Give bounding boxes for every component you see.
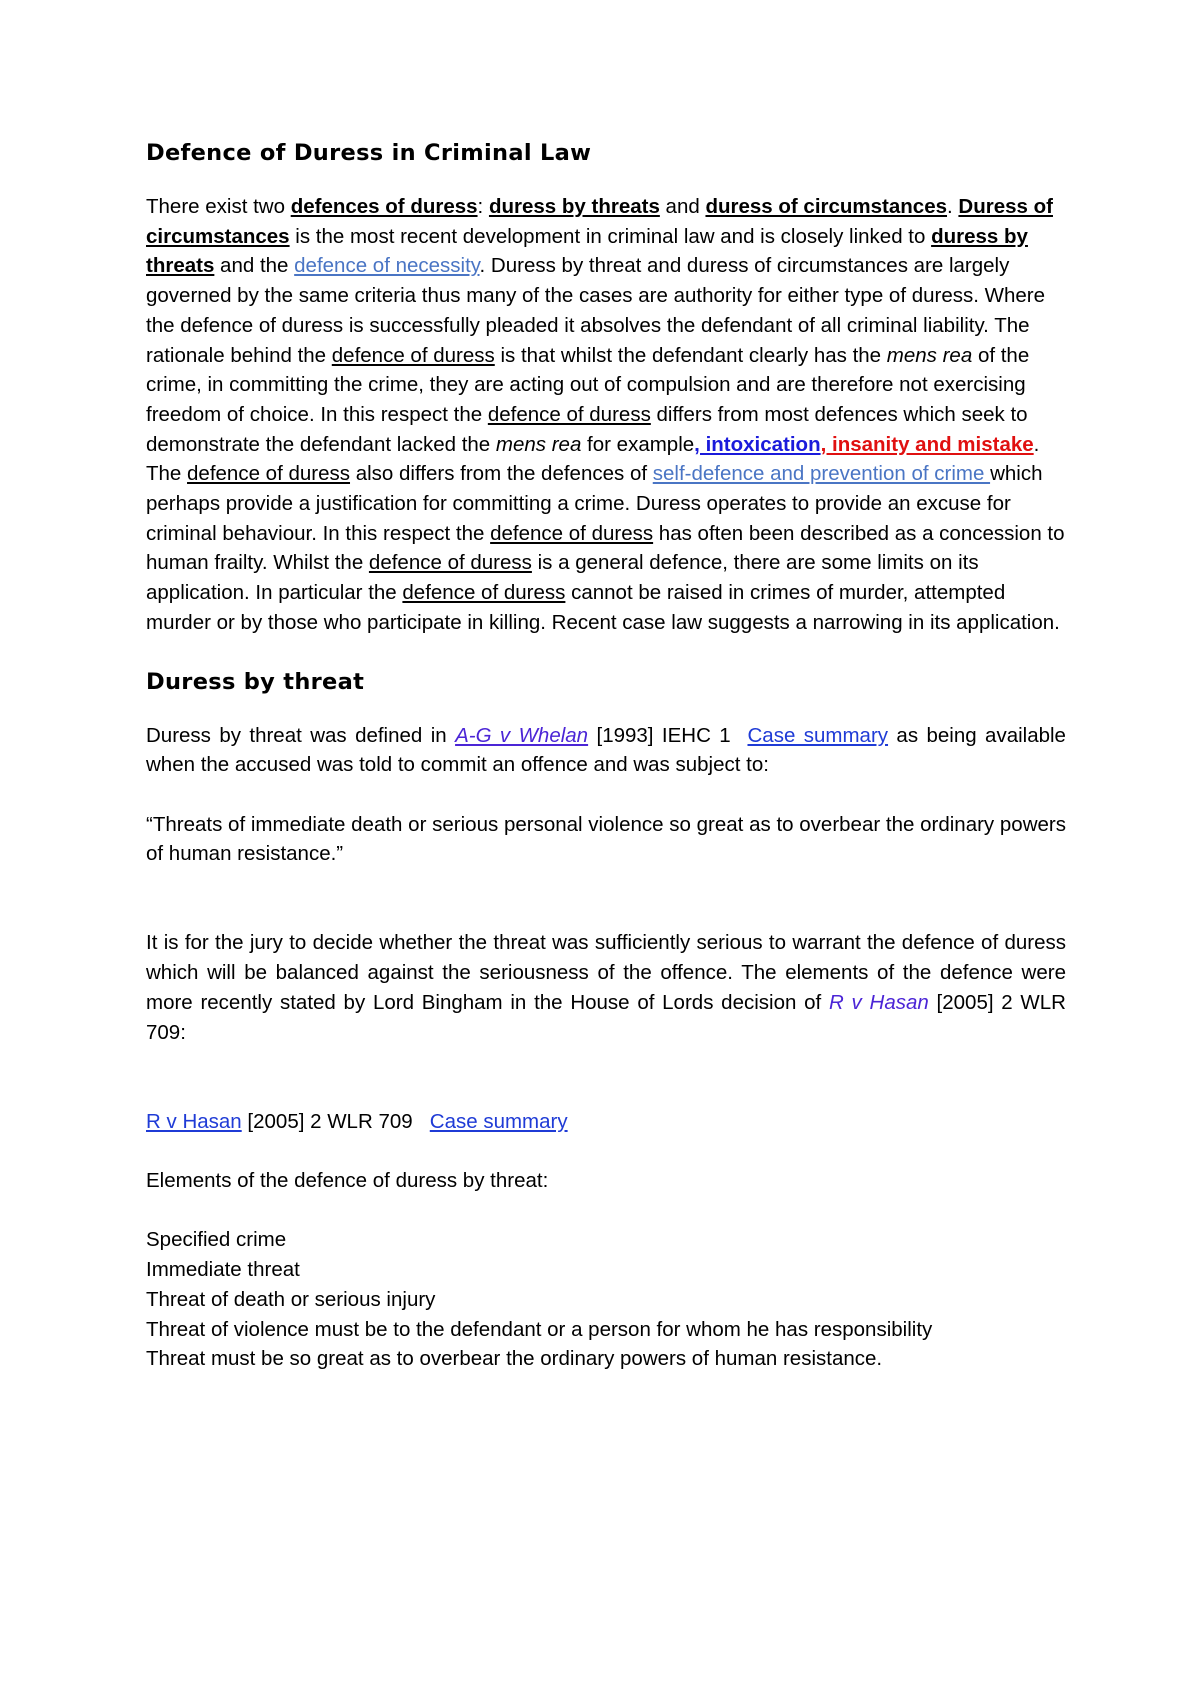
element-item: Threat must be so great as to overbear the ordinary powers of human resistance. [146,1347,883,1371]
text: . The [146,432,1040,486]
text: Duress by threat was defined in [146,723,456,747]
text: [1993] IEHC 1 [588,723,740,747]
text: for example [581,432,695,456]
quote-paragraph: “Threats of immediate death or serious personal violence so great as to overbear the ordinary powers of human resistance.” [146,812,1066,866]
text: . [947,195,959,218]
element-item: Immediate threat [146,1258,300,1282]
link-defences-of-duress[interactable]: defences of duress [290,195,478,218]
spacer [146,869,1066,928]
link-r-v-hasan[interactable]: R v Hasan [828,990,929,1014]
text: of the crime, in committing the crime, they are acting out of compulsion and are therefore not exercising freedom of choice. In this respect the [146,343,1030,426]
whelan-paragraph [146,721,1066,780]
text: : [477,195,489,218]
link-defence-of-duress-6[interactable]: defence of duress [402,581,566,605]
link-duress-by-threats[interactable]: duress by threats [488,195,660,218]
link-defence-of-necessity[interactable]: defence of necessity [294,254,480,278]
text: which perhaps provide a justification for committing a crime. Duress operates to provide an excuse for criminal behaviour. In this respect the [146,462,1043,545]
jury-paragraph [146,928,1066,1047]
text: is a general defence, there are some limits on its application. In particular the [146,551,979,605]
hasan-citation [146,1107,1066,1137]
intro-paragraph [146,192,1066,638]
element-item: Specified crime [146,1228,287,1252]
spacer [146,1196,1066,1226]
text: [2005] 2 WLR 709: [146,990,1066,1044]
text: is the most recent development in criminal law and is closely linked to [289,224,932,248]
text: cannot be raised in crimes of murder, attempted murder or by those who participate in killing. Recent case law suggests a narrowing in its application. [146,581,1060,634]
text: [2005] 2 WLR 709 [241,1109,419,1133]
element-item: Threat of violence must be to the defendant or a person for whom he has responsibility [146,1317,933,1341]
elements-heading: Elements of the defence of duress by threat: [146,1169,549,1193]
text: and the [214,254,295,278]
mens-rea-term: mens rea [495,432,582,456]
text: It is for the jury to decide whether the threat was sufficiently serious to warrant the defence of duress which will be balanced against the seriousness of the offence. The elements of the defence were more recently stated by Lord Bingham in the House of Lords decision of [146,931,1066,1014]
text: . Duress by threat and duress of circumstances are largely governed by the same criteria thus many of the cases are authority for either type of duress. Where the defence of duress is successfully pleaded it absolves the defendant of all criminal liability. The rationale behind the [146,254,1046,367]
link-intoxication[interactable]: , intoxication [694,432,821,456]
link-case-summary-hasan[interactable]: Case summary [429,1109,568,1133]
text: has often been described as a concession to human frailty. Whilst the [146,521,1065,575]
link-defence-of-duress-4[interactable]: defence of duress [490,521,654,545]
spacer [146,1136,1066,1166]
link-insanity-and-mistake[interactable]: , insanity and mistake [820,432,1034,456]
text: There exist two [146,195,291,218]
mens-rea-term: mens rea [886,343,973,367]
link-defence-of-duress-3[interactable]: defence of duress [187,462,351,486]
text: differs from most defences which seek to demonstrate the defendant lacked the [146,402,1028,456]
link-duress-of-circumstances-2[interactable]: Duress of circumstances [146,195,1053,248]
page-title: Defence of Duress in Criminal Law [146,140,592,166]
link-ag-v-whelan[interactable]: A-G v Whelan [455,723,589,747]
link-duress-of-circumstances[interactable]: duress of circumstances [705,195,948,218]
spacer [146,780,1066,810]
link-case-summary-whelan[interactable]: Case summary [747,723,889,747]
text: also differs from the defences of [350,462,653,486]
section-heading: Duress by threat [146,668,365,695]
link-r-v-hasan-2[interactable]: R v Hasan [146,1109,242,1133]
link-defence-of-duress-2[interactable]: defence of duress [487,402,651,426]
spacer [146,1047,1066,1106]
text: is that whilst the defendant clearly has the [494,343,887,367]
link-defence-of-duress-1[interactable]: defence of duress [331,343,495,367]
text: as being available when the accused was told to commit an offence and was subject to: [146,723,1066,777]
element-item: Threat of death or serious injury [146,1287,436,1311]
text: and [659,195,706,218]
link-duress-by-threats-2[interactable]: duress by threats [146,224,1028,278]
link-defence-of-duress-5[interactable]: defence of duress [368,551,532,575]
link-self-defence[interactable]: self-defence and prevention of crime [652,462,991,486]
document-page [146,138,1066,1374]
